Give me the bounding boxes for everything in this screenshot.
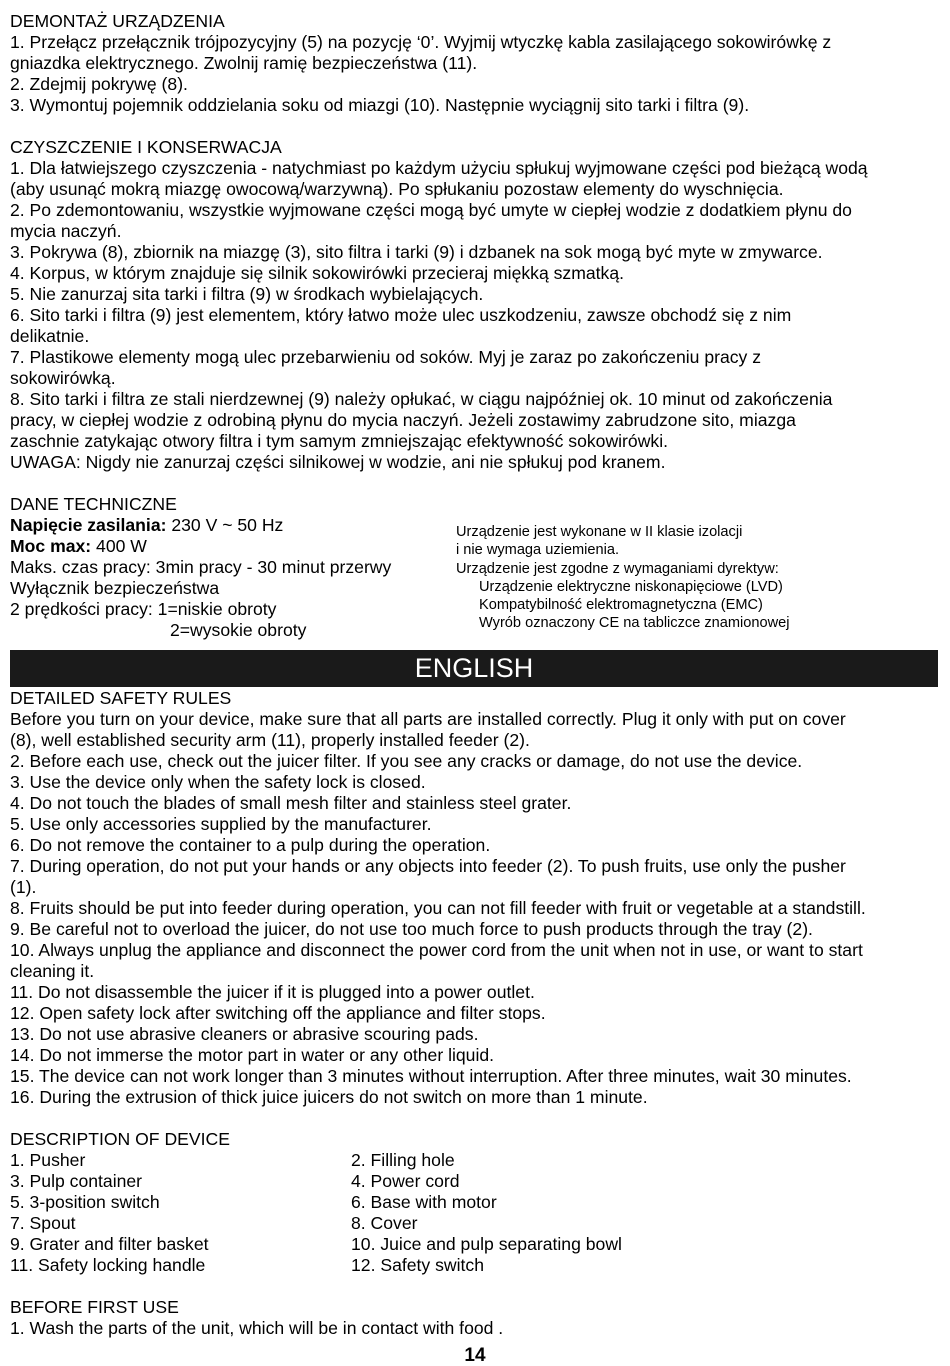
- demontaz-title: DEMONTAŻ URZĄDZENIA: [10, 11, 225, 31]
- text-line: (1).: [10, 877, 37, 897]
- text-line: 12. Safety switch: [351, 1255, 484, 1275]
- text-line: pracy, w ciepłej wodzie z odrobiną płynu do mycia naczyń. Jeżeli zostawimy zabrudzone sito, miazga: [10, 410, 796, 430]
- text-line: 10. Juice and pulp separating bowl: [351, 1234, 622, 1254]
- text-line: 3. Pulp container: [10, 1171, 143, 1191]
- power-label: Moc max:: [10, 536, 92, 556]
- text-line: 3. Wymontuj pojemnik oddzielania soku od miazgi (10). Następnie wyciągnij sito tarki i filtra (9).: [10, 95, 750, 115]
- voltage-label: Napięcie zasilania:: [10, 515, 167, 535]
- text-line: 6. Sito tarki i filtra (9) jest elementem, który łatwo może ulec uszkodzeniu, zawsze obchodź się z nim: [10, 305, 792, 325]
- text-line: 7. Spout: [10, 1213, 76, 1233]
- tech-data: [10, 515, 940, 641]
- text-line: 7. During operation, do not put your hands or any objects into feeder (2). To push fruits, use only the pusher: [10, 856, 846, 876]
- text-line: 3. Pokrywa (8), zbiornik na miazgę (3), sito filtra i tarki (9) i dzbanek na sok mogą być myte w zmywarce.: [10, 242, 823, 262]
- text-line: mycia naczyń.: [10, 221, 122, 241]
- text-line: 4. Power cord: [351, 1171, 460, 1191]
- before-title: BEFORE FIRST USE: [10, 1297, 179, 1317]
- before-body: [10, 1318, 940, 1339]
- note-ce: Wyrób oznaczony CE na tabliczce znamionowej: [479, 615, 790, 632]
- text-line: 11. Safety locking handle: [10, 1255, 206, 1275]
- text-line: 14. Do not immerse the motor part in water or any other liquid.: [10, 1045, 495, 1065]
- tech-specs: [10, 515, 456, 641]
- english-banner: ENGLISH: [10, 650, 938, 687]
- text-line: 6. Base with motor: [351, 1192, 497, 1212]
- text-line: 1. Pusher: [10, 1150, 86, 1170]
- text-line: 9. Be careful not to overload the juicer, do not use too much force to push products through the tray (2).: [10, 919, 813, 939]
- polish-section: [10, 11, 940, 641]
- text-line: gniazdka elektrycznego. Zwolnij ramię bezpieczeństwa (11).: [10, 53, 478, 73]
- text-line: (aby usunąć mokrą miazgę owocową/warzywną). Po spłukaniu pozostaw elementy do wyschnięcia.: [10, 179, 784, 199]
- text-line: 8. Sito tarki i filtra ze stali nierdzewnej (9) należy opłukać, w ciągu najpóźniej ok. 10 minut od zakończenia: [10, 389, 833, 409]
- page-number: 14: [464, 1345, 486, 1366]
- compliance-notes: [456, 515, 790, 641]
- text-line: 1. Wash the parts of the unit, which will be in contact with food .: [10, 1318, 504, 1338]
- text-line: 3. Use the device only when the safety lock is closed.: [10, 772, 426, 792]
- text-line: 16. During the extrusion of thick juice juicers do not switch on more than 1 minute.: [10, 1087, 648, 1107]
- text-line: 12. Open safety lock after switching off the appliance and filter stops.: [10, 1003, 546, 1023]
- safety-switch: Wyłącznik bezpieczeństwa: [10, 578, 220, 598]
- text-line: UWAGA: Nigdy nie zanurzaj części silnikowej w wodzie, ani nie spłukuj pod kranem.: [10, 452, 666, 472]
- text-line: 9. Grater and filter basket: [10, 1234, 209, 1254]
- speeds: 2 prędkości pracy: 1=niskie obroty: [10, 599, 277, 619]
- text-line: 13. Do not use abrasive cleaners or abrasive scouring pads.: [10, 1024, 479, 1044]
- max-time: Maks. czas pracy: 3min pracy - 30 minut przerwy: [10, 557, 392, 577]
- text-line: 5. Use only accessories supplied by the manufacturer.: [10, 814, 432, 834]
- text-line: zaschnie zatykając otwory filtra i tym samym zmniejszając efektywność sokowirówki.: [10, 431, 669, 451]
- description-title: DESCRIPTION OF DEVICE: [10, 1129, 230, 1149]
- text-line: Before you turn on your device, make sure that all parts are installed correctly. Plug it only with put on cover: [10, 709, 846, 729]
- text-line: 5. Nie zanurzaj sita tarki i filtra (9) w środkach wybielających.: [10, 284, 484, 304]
- text-line: cleaning it.: [10, 961, 95, 981]
- text-line: 8. Fruits should be put into feeder during operation, you can not fill feeder with fruit or vegetable at a standstill.: [10, 898, 866, 918]
- text-line: 1. Przełącz przełącznik trójpozycyjny (5) na pozycję ‘0’. Wyjmij wtyczkę kabla zasilającego sokowirówkę z: [10, 32, 832, 52]
- text-line: 5. 3-position switch: [10, 1192, 160, 1212]
- demontaz-body: [10, 32, 940, 116]
- text-line: 1. Dla łatwiejszego czyszczenia - natychmiast po każdym użyciu spłukuj wyjmowane części pod bieżącą wodą: [10, 158, 868, 178]
- text-line: 2. Filling hole: [351, 1150, 455, 1170]
- czyszczenie-title: CZYSZCZENIE I KONSERWACJA: [10, 137, 282, 157]
- text-line: 2. Before each use, check out the juicer filter. If you see any cracks or damage, do not use the device.: [10, 751, 803, 771]
- note-grounding: i nie wymaga uziemienia.: [456, 542, 620, 559]
- note-emc: Kompatybilność elektromagnetyczna (EMC): [479, 597, 763, 614]
- power-value: 400 W: [91, 536, 147, 556]
- dane-title: DANE TECHNICZNE: [10, 494, 177, 514]
- czyszczenie-body: [10, 158, 940, 473]
- text-line: 10. Always unplug the appliance and disconnect the power cord from the unit when not in use, or want to start: [10, 940, 863, 960]
- safety-body: [10, 709, 940, 1108]
- note-directives: Urządzenie jest zgodne z wymaganiami dyrektyw:: [456, 560, 779, 577]
- text-line: delikatnie.: [10, 326, 90, 346]
- speeds-high: 2=wysokie obroty: [170, 620, 307, 640]
- text-line: (8), well established security arm (11), properly installed feeder (2).: [10, 730, 530, 750]
- note-lvd: Urządzenie elektryczne niskonapięciowe (LVD): [479, 578, 783, 595]
- text-line: sokowirówką.: [10, 368, 116, 388]
- text-line: 2. Zdejmij pokrywę (8).: [10, 74, 188, 94]
- text-line: 8. Cover: [351, 1213, 418, 1233]
- text-line: 15. The device can not work longer than 3 minutes without interruption. After three minutes, wait 30 minutes.: [10, 1066, 852, 1086]
- text-line: 7. Plastikowe elementy mogą ulec przebarwieniu od soków. Myj je zaraz po zakończeniu pracy z: [10, 347, 762, 367]
- text-line: 11. Do not disassemble the juicer if it is plugged into a power outlet.: [10, 982, 535, 1002]
- parts-list: [10, 1150, 940, 1276]
- english-section: [10, 688, 940, 1339]
- text-line: 4. Korpus, w którym znajduje się silnik sokowirówki przecieraj miękką szmatką.: [10, 263, 625, 283]
- text-line: 4. Do not touch the blades of small mesh filter and stainless steel grater.: [10, 793, 572, 813]
- text-line: 6. Do not remove the container to a pulp during the operation.: [10, 835, 491, 855]
- note-insulation: Urządzenie jest wykonane w II klasie izolacji: [456, 524, 743, 540]
- voltage-value: 230 V ~ 50 Hz: [166, 515, 284, 535]
- safety-title: DETAILED SAFETY RULES: [10, 688, 232, 708]
- text-line: 2. Po zdemontowaniu, wszystkie wyjmowane części mogą być umyte w ciepłej wodzie z dodatkiem płynu do: [10, 200, 852, 220]
